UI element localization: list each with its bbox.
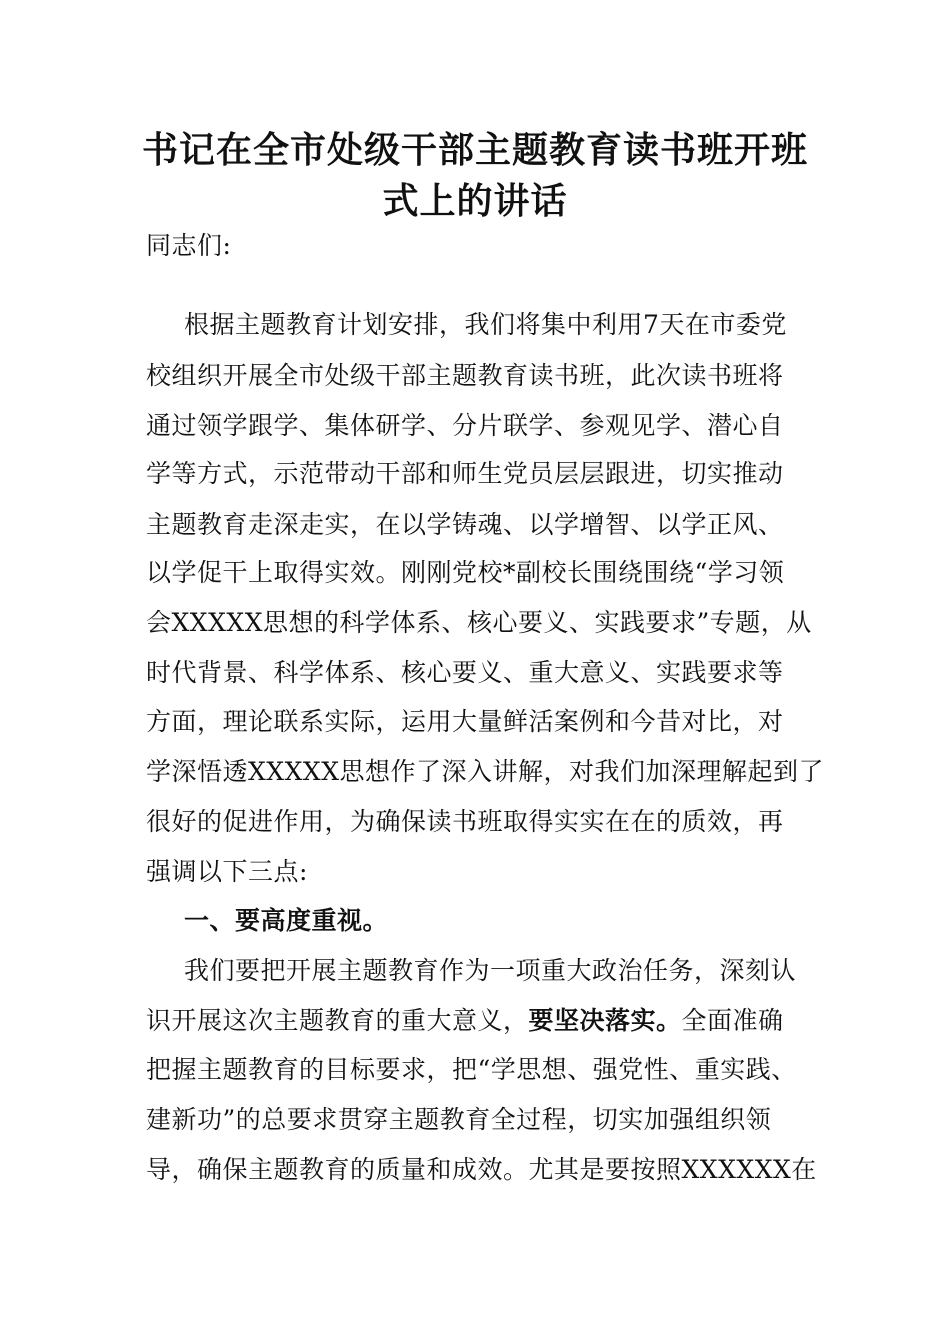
paragraph-1-line: 会XXXXX思想的科学体系、核心要义、实践要求”专题，从 [146, 608, 812, 637]
paragraph-2-line [146, 1003, 784, 1039]
paragraph-1-line: 通过领学跟学、集体研学、分片联学、参观见学、潜心自 [146, 411, 784, 440]
document-title-line-1: 书记在全市处级干部主题教育读书班开班 [141, 129, 808, 171]
document-title-line-2: 式上的讲话 [382, 180, 568, 222]
paragraph-2-text: 识开展这次主题教育的重大意义， [146, 1006, 529, 1035]
paragraph-2-line: 导，确保主题教育的质量和成效。尤其是要按照XXXXXX在 [146, 1155, 817, 1184]
emphasis-text: 要坚决落实。 [528, 1006, 682, 1035]
salutation: 同志们: [146, 231, 232, 260]
paragraph-2-text: 全面准确 [681, 1006, 784, 1035]
paragraph-2-line: 建新功”的总要求贯穿主题教育全过程，切实加强组织领 [146, 1105, 772, 1134]
paragraph-1-line: 以学促干上取得实效。刚刚党校*副校长围绕围绕“学习领 [146, 558, 785, 587]
paragraph-1-line: 学等方式，示范带动干部和师生党员层层跟进，切实推动 [146, 459, 784, 488]
paragraph-1-line: 主题教育走深走实，在以学铸魂、以学增智、以学正风、 [146, 510, 784, 539]
paragraph-1-line: 强调以下三点: [146, 857, 308, 886]
paragraph-1-line: 学深悟透XXXXX思想作了深入讲解，对我们加深理解起到了 [146, 757, 824, 786]
paragraph-2-line: 把握主题教育的目标要求，把“学思想、强党性、重实践、 [146, 1055, 797, 1084]
paragraph-1-line: 时代背景、科学体系、核心要义、重大意义、实践要求等 [146, 658, 784, 687]
paragraph-2-line: 我们要把开展主题教育作为一项重大政治任务，深刻认 [184, 956, 797, 985]
paragraph-1-line: 方面，理论联系实际，运用大量鲜活案例和今昔对比，对 [146, 707, 784, 736]
section-heading-1: 一、要高度重视。 [184, 906, 389, 935]
paragraph-1-line: 很好的促进作用，为确保读书班取得实实在在的质效，再 [146, 807, 784, 836]
paragraph-1-line: 根据主题教育计划安排，我们将集中利用7天在市委党 [184, 310, 787, 339]
paragraph-1-line: 校组织开展全市处级干部主题教育读书班，此次读书班将 [146, 361, 784, 390]
